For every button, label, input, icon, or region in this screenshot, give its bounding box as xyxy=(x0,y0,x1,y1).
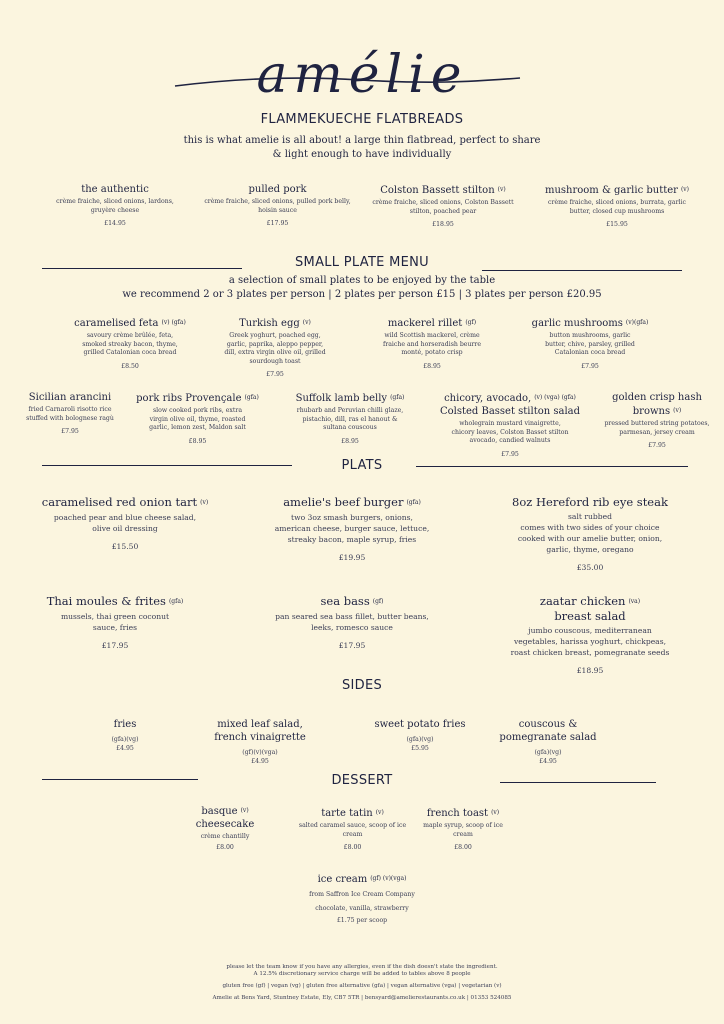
small-plates-heading: SMALL PLATE MENU xyxy=(295,255,429,270)
item-desc: monté, potato crisp xyxy=(401,349,463,356)
item-desc: leeks, romesco sauce xyxy=(311,623,393,632)
item-desc: sourdough toast xyxy=(249,357,301,365)
item-desc: Catalonian coca bread xyxy=(554,349,626,356)
item-desc: rhubarb and Peruvian chilli glaze, xyxy=(296,407,404,414)
item-price: £15.50 xyxy=(111,542,139,551)
item-price: £8.95 xyxy=(341,437,359,445)
item-tag: (v) xyxy=(240,807,249,814)
small-plate-item xyxy=(55,316,205,371)
item-tag: (gfa) xyxy=(168,598,184,605)
item-name: garlic mushrooms xyxy=(531,318,623,329)
item-name: Colston Bassett stilton xyxy=(380,185,495,196)
item-name: the authentic xyxy=(81,184,149,195)
service-charge-note: A 12.5% discretionary service charge will be added to tables above 8 people xyxy=(253,971,471,977)
flatbreads-intro xyxy=(0,134,724,162)
item-price: £15.95 xyxy=(606,221,628,228)
item-desc: slow cooked pork ribs, extra xyxy=(152,407,243,414)
item-tag: (v) xyxy=(673,407,682,414)
item-name-line2: french vinaigrette xyxy=(214,732,306,743)
item-price: £7.95 xyxy=(501,450,519,458)
item-desc: cream xyxy=(342,830,363,838)
item-desc: chocolate, vanilla, strawberry xyxy=(315,905,409,912)
item-desc: fried Carnaroli risotto rice xyxy=(28,406,112,413)
item-desc: garlic, paprika, aleppo pepper, xyxy=(226,340,324,348)
item-name-line2: Colsted Basset stilton salad xyxy=(439,406,581,417)
item-tag: (gf)(v)(vga) xyxy=(242,749,278,756)
item-name: sweet potato fries xyxy=(374,719,466,730)
item-desc: crème chantilly xyxy=(200,833,250,840)
flatbread-item xyxy=(532,183,702,229)
intro-line: this is what amelie is all about! a large thin flatbread, perfect to share xyxy=(183,135,541,146)
item-desc: salt rubbed xyxy=(568,512,612,521)
item-price: £7.95 xyxy=(581,362,599,370)
item-tag: (v) xyxy=(497,186,506,193)
item-tag: (gfa) xyxy=(244,394,259,401)
item-desc: savoury crème brûlée, feta, xyxy=(86,332,174,339)
item-desc: pressed buttered string potatoes, xyxy=(604,420,710,427)
item-desc: crème fraiche, sliced onions, pulled pork belly, xyxy=(204,198,351,205)
item-price: £8.95 xyxy=(188,437,207,445)
footer xyxy=(0,962,724,1003)
item-name: mixed leaf salad, xyxy=(217,719,303,730)
item-tag: (va) xyxy=(628,598,641,605)
item-price: £17.95 xyxy=(338,641,366,650)
item-name: mushroom & garlic butter xyxy=(544,185,678,196)
small-plates-intro xyxy=(0,274,724,302)
item-desc: hoisin sauce xyxy=(258,206,297,214)
item-desc: wholegrain mustard vinaigrette, xyxy=(459,420,561,427)
plats-heading: PLATS xyxy=(341,458,383,473)
allergy-note: please let the team know if you have any allergies, even if the dish doesn't state the ingredient. xyxy=(226,964,498,970)
item-tag: (v) xyxy=(200,499,209,506)
item-tag: (v)(gfa) xyxy=(625,319,649,326)
flatbreads-heading: FLAMMEKUECHE FLATBREADS xyxy=(260,112,464,127)
item-desc: salted caramel sauce, scoop of ice xyxy=(298,822,407,829)
flatbread-item xyxy=(40,183,190,228)
item-price: £18.95 xyxy=(432,221,454,228)
dessert-item xyxy=(170,804,280,852)
side-item xyxy=(360,718,480,753)
item-desc: smoked streaky bacon, thyme, xyxy=(82,340,178,348)
item-desc: pan seared sea bass fillet, butter beans, xyxy=(275,612,429,621)
small-plate-item xyxy=(362,316,502,371)
item-price: £8.00 xyxy=(454,844,472,851)
item-name: sea bass xyxy=(320,594,370,608)
item-desc: Greek yoghurt, poached egg, xyxy=(229,332,321,339)
side-item xyxy=(200,718,320,766)
small-plate-item xyxy=(10,391,130,436)
item-price: £1.75 per scoop xyxy=(336,917,388,924)
item-name: basque xyxy=(201,806,238,817)
item-price: £8.00 xyxy=(216,843,234,851)
item-name: mackerel rillet xyxy=(387,318,463,329)
sides-heading: SIDES xyxy=(341,678,383,693)
item-desc: virgin olive oil, thyme, roasted xyxy=(149,415,246,423)
item-desc: garlic, thyme, oregano xyxy=(546,545,634,554)
small-plate-item xyxy=(430,391,590,459)
intro-line: a selection of small plates to be enjoyed by the table xyxy=(228,275,496,286)
item-tag: (gf) xyxy=(465,319,477,326)
item-desc: maple syrup, scoop of ice xyxy=(423,822,503,829)
dessert-heading: DESSERT xyxy=(331,773,393,788)
item-price: £4.95 xyxy=(116,745,134,752)
item-name: chicory, avocado, xyxy=(444,393,532,404)
amelie-logo xyxy=(0,40,724,120)
side-item xyxy=(488,718,608,766)
intro-line: & light enough to have individually xyxy=(272,149,452,160)
item-price: £18.95 xyxy=(576,666,604,675)
item-name: Turkish egg xyxy=(239,318,300,329)
item-desc: button mushrooms, garlic xyxy=(549,332,631,339)
item-tag: (gfa) xyxy=(390,394,405,401)
item-desc: cream xyxy=(453,830,473,838)
item-desc: stilton, poached pear xyxy=(409,207,477,215)
plat-item xyxy=(30,594,200,650)
item-desc: butter, chive, parsley, grilled xyxy=(545,340,635,348)
flatbread-item xyxy=(368,183,518,229)
item-desc: fraiche and horseradish beurre xyxy=(383,340,481,348)
item-price: £35.00 xyxy=(576,563,604,572)
item-desc: mussels, thai green coconut xyxy=(60,612,170,621)
item-name: caramelised red onion tart xyxy=(41,495,198,509)
item-name-line2: pomegranate salad xyxy=(499,732,597,743)
item-name: 8oz Hereford rib eye steak xyxy=(512,495,668,509)
item-tag: (gf) xyxy=(372,598,384,605)
item-desc: poached pear and blue cheese salad, xyxy=(53,513,197,522)
item-desc: parmesan, jersey cream xyxy=(619,428,695,436)
item-price: £4.95 xyxy=(251,758,269,765)
item-tag: (v) xyxy=(302,319,311,326)
plat-item xyxy=(262,594,442,650)
contact-info: Amelie at Bens Yard, Stuntney Estate, Ely, CB7 5TR | bensyard@amelierestaurants.co.uk | 01353 524085 xyxy=(212,995,512,1001)
item-price: £17.95 xyxy=(266,220,289,227)
item-desc: wild Scottish mackerel, crème xyxy=(384,332,480,339)
item-desc: pistachio, dill, ras el hanout & xyxy=(302,415,398,423)
item-tag: (v) (gfa) xyxy=(161,319,186,326)
item-price: £19.95 xyxy=(338,553,366,562)
item-name-line2: cheesecake xyxy=(195,819,255,830)
dessert-item xyxy=(408,806,518,852)
divider xyxy=(482,270,682,271)
item-desc: olive oil dressing xyxy=(92,524,158,533)
item-desc: garlic, lemon zest, Maldon salt xyxy=(149,424,246,431)
item-tag: (gfa)(vg) xyxy=(534,749,562,756)
small-plate-item xyxy=(515,316,665,371)
item-desc: streaky bacon, maple syrup, fries xyxy=(287,535,417,544)
icecream-item xyxy=(262,872,462,925)
item-price: £7.95 xyxy=(61,428,79,435)
item-desc: dill, extra virgin olive oil, grilled xyxy=(224,349,326,356)
item-tag: (gfa)(vg) xyxy=(111,736,139,743)
item-desc: roast chicken breast, pomegranate seeds xyxy=(510,648,670,657)
item-desc: two 3oz smash burgers, onions, xyxy=(291,513,413,522)
item-name: Thai moules & frites xyxy=(46,594,166,608)
item-desc: avocado, candied walnuts xyxy=(469,437,551,444)
item-price: £5.95 xyxy=(411,745,429,752)
item-desc: stuffed with bolognese ragù xyxy=(26,414,114,422)
item-desc: grilled Catalonian coca bread xyxy=(83,349,177,356)
small-plate-item xyxy=(592,391,722,450)
plat-item xyxy=(30,495,220,551)
item-tag: (v) xyxy=(375,809,384,816)
item-name: tarte tatin xyxy=(321,808,373,819)
item-price: £4.95 xyxy=(539,758,557,765)
item-desc: american cheese, burger sauce, lettuce, xyxy=(274,524,430,533)
item-name: Sicilian arancini xyxy=(28,392,112,403)
item-desc: gruyère cheese xyxy=(90,206,140,214)
item-price: £7.95 xyxy=(648,442,666,449)
item-name: pork ribs Provençale xyxy=(136,393,242,404)
item-name: ice cream xyxy=(317,874,368,885)
dessert-item xyxy=(295,806,410,852)
item-tag: (v) (vga) (gfa) xyxy=(534,394,576,401)
item-desc: butter, closed cup mushrooms xyxy=(569,207,665,215)
item-name: amelie's beef burger xyxy=(283,495,404,509)
item-price: £8.00 xyxy=(343,844,362,851)
item-desc: chicory leaves, Colston Basset stilton xyxy=(451,428,569,436)
item-name: pulled pork xyxy=(248,184,307,195)
flatbread-item xyxy=(200,183,355,228)
dietary-key: gluten free (gf) | vegan (vg) | gluten free alternative (gfa) | vegan alternative (vga) | vegetarian (v) xyxy=(222,983,502,989)
item-name-line2: breast salad xyxy=(554,609,626,623)
item-name: french toast xyxy=(426,808,489,819)
small-plate-item xyxy=(280,391,420,446)
item-desc: sultana couscous xyxy=(323,424,377,431)
item-tag: (v) xyxy=(491,809,500,816)
item-desc: jumbo couscous, mediterranean xyxy=(528,626,652,635)
plat-item xyxy=(495,594,685,675)
side-item xyxy=(70,718,180,753)
item-name: couscous & xyxy=(518,719,578,730)
item-price: £17.95 xyxy=(101,641,129,650)
item-tag: (gf) (v)(vga) xyxy=(370,875,407,882)
item-price: £8.50 xyxy=(121,362,139,370)
item-desc: comes with two sides of your choice xyxy=(520,523,660,532)
item-tag: (v) xyxy=(680,186,690,193)
item-desc: cooked with our amelie butter, onion, xyxy=(517,534,663,543)
item-name: caramelised feta xyxy=(74,318,159,329)
plat-item xyxy=(495,495,685,572)
plat-item xyxy=(262,495,442,562)
item-desc: sauce, fries xyxy=(92,623,138,632)
item-desc: vegetables, harissa yoghurt, chickpeas, xyxy=(513,637,667,646)
item-desc: from Saffron Ice Cream Company xyxy=(309,891,415,898)
intro-line: we recommend 2 or 3 plates per person | 2 plates per person £15 | 3 plates per person £20.95 xyxy=(122,289,602,300)
item-tag: (gfa)(vg) xyxy=(406,736,434,743)
small-plate-item xyxy=(135,391,260,446)
item-tag: (gfa) xyxy=(406,499,421,506)
item-desc: crème fraiche, sliced onions, Colston Bassett xyxy=(372,199,514,206)
item-name: zaatar chicken xyxy=(539,594,626,608)
item-desc: crème fraiche, sliced onions, lardons, xyxy=(56,198,174,205)
item-name: fries xyxy=(113,719,137,730)
small-plate-item xyxy=(205,316,345,379)
item-price: £7.95 xyxy=(266,371,284,378)
item-name: Suffolk lamb belly xyxy=(295,393,388,404)
item-price: £8.95 xyxy=(423,362,441,370)
item-price: £14.95 xyxy=(104,220,126,227)
brand-wordmark: amélie xyxy=(256,45,468,105)
item-desc: crème fraiche, sliced onions, burrata, garlic xyxy=(548,199,686,206)
item-name: golden crisp hash browns xyxy=(612,392,702,417)
